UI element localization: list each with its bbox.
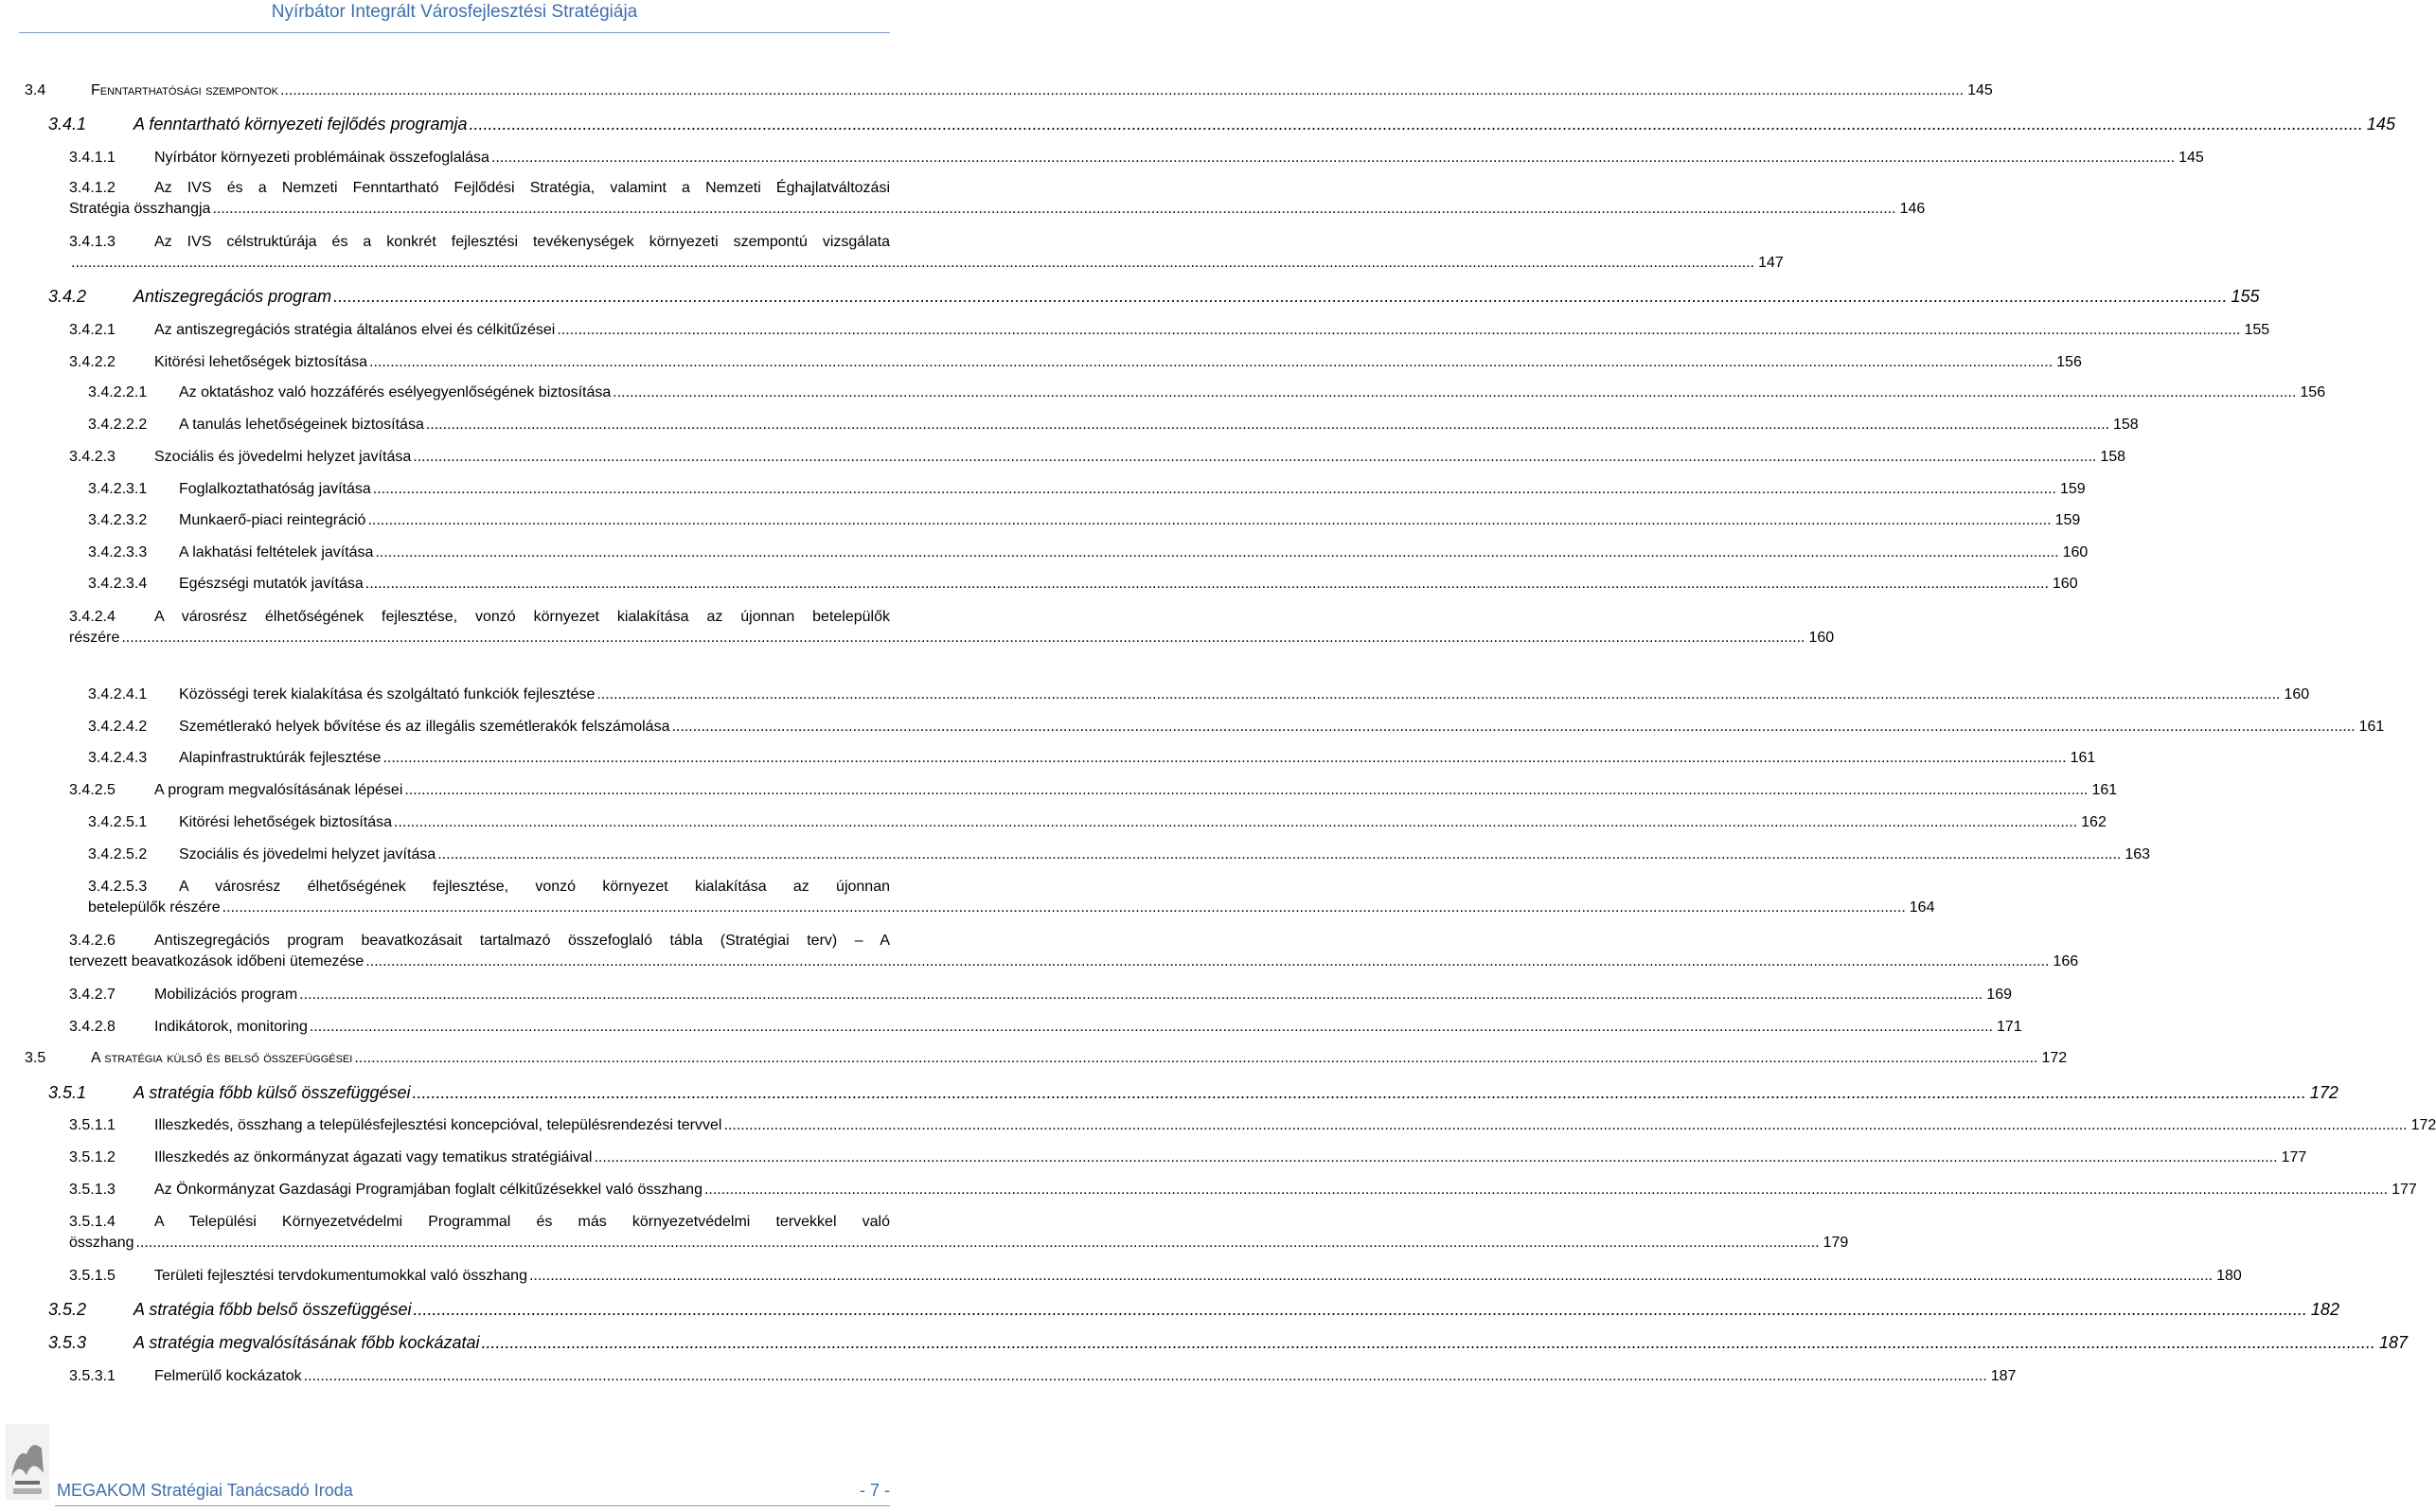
toc-entry-page: 161: [2357, 717, 2385, 738]
toc-entry[interactable]: [69, 352, 2082, 373]
toc-entry-title: Kitörési lehetőségek biztosítása: [154, 354, 368, 370]
toc-entry-page: 160: [1806, 628, 1834, 649]
toc-entry[interactable]: [88, 479, 2086, 500]
toc-entry-page: 159: [2054, 510, 2081, 531]
toc-entry-number: 3.4.2.4.1: [88, 686, 148, 703]
toc-entry[interactable]: [48, 114, 2395, 134]
toc-entry-title: Illeszkedés, összhang a településfejlesztési koncepcióval, településrendezési tervvel: [154, 1117, 722, 1133]
toc-entry-number: 3.4.1.2: [69, 180, 116, 196]
toc-entry-title-continued: tervezett beavatkozások időbeni ütemezése: [69, 953, 365, 969]
toc-entry-number: 3.5.1.2: [69, 1149, 116, 1165]
toc-entry[interactable]: [69, 320, 2270, 341]
toc-leader-dots: ................................................................................................................................................................................................................................................................................................................................................................................................................: [490, 150, 2176, 166]
toc-leader-dots: ................................................................................................................................................................................................................................................................................................................................................................................................................: [528, 1268, 2214, 1284]
toc-entry[interactable]: [69, 1180, 2417, 1201]
toc-entry-page: 164: [1908, 898, 1935, 918]
toc-entry-number: 3.4: [25, 82, 46, 98]
toc-entry[interactable]: [88, 415, 2139, 436]
toc-entry-number: 3.4.2.3.2: [88, 512, 148, 528]
toc-entry-page: 169: [1984, 985, 2012, 1005]
toc-entry-page: 179: [1822, 1233, 1849, 1254]
toc-entry-page: 180: [2214, 1266, 2242, 1287]
toc-entry-title: Antiszegregációs program beavatkozásait tartalmazó összefoglaló tábla (Stratégiai terv) – A: [154, 933, 890, 949]
toc-entry-page: 155: [2231, 287, 2260, 306]
toc-entry-page: 172: [2039, 1048, 2067, 1069]
toc-leader-dots: ................................................................................................................................................................................................................................................................................................................................................................................................................: [469, 115, 2363, 133]
toc-entry-page: 182: [2310, 1300, 2339, 1319]
toc-entry-page: 145: [1965, 80, 1993, 101]
toc-entry[interactable]: [48, 286, 2260, 307]
toc-entry-number: 3.4.2.3: [69, 449, 116, 465]
toc-entry-page: 172: [2409, 1115, 2436, 1136]
toc-entry-title: Munkaerő-piaci reintegráció: [179, 512, 366, 528]
toc-entry-page: 160: [2051, 574, 2078, 595]
toc-entry[interactable]: [69, 148, 2204, 169]
footer-organization: MEGAKOM Stratégiai Tanácsadó Iroda: [57, 1481, 353, 1500]
toc-entry-number: 3.4.2.1: [69, 322, 116, 338]
toc-leader-dots: ................................................................................................................................................................................................................................................................................................................................................................................................................: [437, 846, 2122, 863]
toc-entry-page: 187: [1989, 1366, 2017, 1387]
toc-entry-title: Indikátorok, monitoring: [154, 1019, 308, 1035]
toc-entry-title: A stratégia külső és belső összefüggései: [91, 1050, 353, 1066]
toc-entry-title: Illeszkedés az önkormányzat ágazati vagy tematikus stratégiáival: [154, 1149, 593, 1165]
toc-entry-title: Szociális és jövedelmi helyzet javítása: [154, 449, 412, 465]
toc-entry-title: Szemétlerakó helyek bővítése és az illegális szemétlerakók felszámolása: [179, 719, 670, 735]
toc-entry[interactable]: [88, 748, 2096, 769]
toc-entry[interactable]: [88, 845, 2151, 865]
toc-entry-title-continued: Stratégia összhangja: [69, 201, 211, 217]
toc-leader-dots: ................................................................................................................................................................................................................................................................................................................................................................................................................: [212, 201, 1896, 217]
toc-leader-dots: ................................................................................................................................................................................................................................................................................................................................................................................................................: [365, 953, 2050, 969]
toc-entry-title: Antiszegregációs program: [133, 287, 332, 306]
toc-entry-title: Mobilizációs program: [154, 987, 298, 1003]
toc-entry-number: 3.5.1.5: [69, 1268, 116, 1284]
toc-leader-dots: ................................................................................................................................................................................................................................................................................................................................................................................................................: [375, 544, 2059, 560]
toc-entry-page: 160: [2282, 685, 2309, 705]
toc-entry-page: 166: [2051, 952, 2078, 972]
toc-entry[interactable]: [88, 574, 2078, 595]
toc-entry[interactable]: [69, 232, 1784, 274]
toc-entry[interactable]: [69, 1266, 2242, 1287]
toc-entry-title: A Települési Környezetvédelmi Programmal és más környezetvédelmi tervekkel való: [154, 1214, 890, 1230]
toc-leader-dots: ................................................................................................................................................................................................................................................................................................................................................................................................................: [613, 384, 2297, 400]
toc-entry-title-continued: betelepülők részére: [88, 899, 221, 916]
toc-entry[interactable]: [88, 812, 2107, 833]
toc-leader-dots: ................................................................................................................................................................................................................................................................................................................................................................................................................: [596, 686, 2281, 703]
toc-entry-number: 3.4.2.4.2: [88, 719, 148, 735]
toc-leader-dots: ................................................................................................................................................................................................................................................................................................................................................................................................................: [135, 1235, 1820, 1251]
toc-entry-title: Nyírbátor környezeti problémáinak összefoglalása: [154, 150, 489, 166]
toc-entry-number: 3.5.1: [48, 1083, 87, 1102]
toc-entry-page: 146: [1898, 199, 1926, 220]
toc-entry[interactable]: [69, 931, 2079, 972]
footer-page-number: - 7 -: [859, 1481, 890, 1500]
toc-entry-page: 163: [2123, 845, 2150, 865]
toc-leader-dots: ................................................................................................................................................................................................................................................................................................................................................................................................................: [413, 449, 2097, 465]
toc-entry-number: 3.5.1.4: [69, 1214, 116, 1230]
toc-entry-page: 155: [2242, 320, 2269, 341]
toc-entry-title-continued: összhang: [69, 1235, 134, 1251]
toc-entry[interactable]: [88, 685, 2310, 705]
toc-entry-number: 3.5: [25, 1050, 46, 1066]
toc-entry[interactable]: [69, 607, 1835, 649]
toc-entry-title: Fenntarthatósági szempontok: [91, 82, 278, 98]
toc-entry-title-continued: részére: [69, 630, 120, 646]
toc-entry-number: 3.4.2.3.1: [88, 481, 148, 497]
toc-entry-page: 177: [2280, 1147, 2307, 1168]
toc-entry-title: A városrész élhetőségének fejlesztése, vonzó környezet kialakítása az újonnan: [179, 879, 890, 895]
toc-entry-page: 158: [2111, 415, 2139, 436]
toc-entry[interactable]: [88, 543, 2089, 563]
toc-entry-number: 3.4.2.8: [69, 1019, 116, 1035]
toc-entry-title: Az antiszegregációs stratégia általános elvei és célkitűzései: [154, 322, 556, 338]
toc-leader-dots: ................................................................................................................................................................................................................................................................................................................................................................................................................: [671, 719, 2356, 735]
toc-entry[interactable]: [25, 1048, 2068, 1069]
toc-entry-page: 158: [2098, 447, 2125, 468]
toc-entry-number: 3.4.2.5.2: [88, 846, 148, 863]
toc-entry-page: 160: [2061, 543, 2089, 563]
toc-entry-title: Felmerülő kockázatok: [154, 1368, 302, 1384]
toc-entry[interactable]: [48, 1082, 2338, 1103]
toc-entry[interactable]: [69, 780, 2118, 801]
toc-entry-title: Kitörési lehetőségek biztosítása: [179, 814, 393, 830]
megakom-logo-icon: [4, 1420, 51, 1503]
toc-entry-number: 3.4.2.2: [69, 354, 116, 370]
toc-entry-title: Területi fejlesztési tervdokumentumokkal való összhang: [154, 1268, 527, 1284]
toc-entry[interactable]: [88, 877, 1935, 918]
document-title: Nyírbátor Integrált Városfejlesztési Stratégiája: [271, 2, 638, 22]
toc-leader-dots: ................................................................................................................................................................................................................................................................................................................................................................................................................: [367, 512, 2052, 528]
toc-entry-number: 3.4.1: [48, 115, 87, 133]
toc-entry[interactable]: [69, 985, 2012, 1005]
toc-leader-dots: ................................................................................................................................................................................................................................................................................................................................................................................................................: [404, 782, 2089, 798]
toc-entry-number: 3.4.2.2.1: [88, 384, 148, 400]
toc-entry-page: 145: [2177, 148, 2204, 169]
toc-entry[interactable]: [69, 1366, 2017, 1387]
toc-entry[interactable]: [69, 1212, 1849, 1254]
toc-entry-page: 161: [2090, 780, 2118, 801]
toc-entry-number: 3.4.2.3.3: [88, 544, 148, 560]
toc-leader-dots: ................................................................................................................................................................................................................................................................................................................................................................................................................: [121, 630, 1805, 646]
toc-entry-number: 3.4.1.3: [69, 234, 116, 250]
toc-entry-title: Az oktatáshoz való hozzáférés esélyegyenlőségének biztosítása: [179, 384, 612, 400]
toc-entry-number: 3.5.3: [48, 1333, 87, 1352]
toc-leader-dots: ................................................................................................................................................................................................................................................................................................................................................................................................................: [71, 255, 1755, 271]
toc-leader-dots: ................................................................................................................................................................................................................................................................................................................................................................................................................: [279, 82, 1965, 98]
toc-entry-title: Egészségi mutatók javítása: [179, 576, 364, 592]
toc-entry-number: 3.4.1.1: [69, 150, 116, 166]
toc-entry-number: 3.4.2: [48, 287, 87, 306]
toc-entry-title: Az Önkormányzat Gazdasági Programjában foglalt célkitűzésekkel való összhang: [154, 1182, 702, 1198]
toc-leader-dots: ................................................................................................................................................................................................................................................................................................................................................................................................................: [723, 1117, 2408, 1133]
toc-entry[interactable]: [69, 1115, 2436, 1136]
toc-entry-title: Az IVS célstruktúrája és a konkrét fejlesztési tevékenységek környezeti szempontú vizsgálata: [154, 234, 890, 250]
toc-entry-page: 159: [2058, 479, 2086, 500]
toc-entry[interactable]: [48, 1332, 2408, 1353]
toc-entry-title: A stratégia főbb belső összefüggései: [133, 1300, 412, 1319]
toc-entry-number: 3.4.2.6: [69, 933, 116, 949]
toc-leader-dots: ................................................................................................................................................................................................................................................................................................................................................................................................................: [369, 354, 2054, 370]
toc-leader-dots: ................................................................................................................................................................................................................................................................................................................................................................................................................: [594, 1149, 2278, 1165]
toc-entry[interactable]: [48, 1299, 2339, 1320]
toc-entry-title: A stratégia megvalósításának főbb kockázatai: [133, 1333, 480, 1352]
toc-entry-title: Szociális és jövedelmi helyzet javítása: [179, 846, 436, 863]
toc-leader-dots: ................................................................................................................................................................................................................................................................................................................................................................................................................: [372, 481, 2056, 497]
toc-entry[interactable]: [25, 80, 1993, 101]
toc-leader-dots: ................................................................................................................................................................................................................................................................................................................................................................................................................: [309, 1019, 1993, 1035]
toc-leader-dots: ................................................................................................................................................................................................................................................................................................................................................................................................................: [412, 1083, 2306, 1102]
toc-entry-number: 3.4.2.5.1: [88, 814, 148, 830]
toc-entry-page: 162: [2079, 812, 2107, 833]
toc-entry[interactable]: [69, 1147, 2307, 1168]
toc-leader-dots: ................................................................................................................................................................................................................................................................................................................................................................................................................: [557, 322, 2241, 338]
toc-leader-dots: ................................................................................................................................................................................................................................................................................................................................................................................................................: [365, 576, 2049, 592]
toc-entry-title: A program megvalósításának lépései: [154, 782, 403, 798]
toc-leader-dots: ................................................................................................................................................................................................................................................................................................................................................................................................................: [425, 417, 2109, 433]
toc-entry-title: Közösségi terek kialakítása és szolgáltató funkciók fejlesztése: [179, 686, 596, 703]
toc-entry-title: Az IVS és a Nemzeti Fenntartható Fejlődési Stratégia, valamint a Nemzeti Éghajlatváltozási: [154, 180, 890, 196]
toc-entry-number: 3.5.1.1: [69, 1117, 116, 1133]
toc-leader-dots: ................................................................................................................................................................................................................................................................................................................................................................................................................: [382, 750, 2067, 766]
toc-entry[interactable]: [88, 382, 2326, 403]
toc-entry-page: 145: [2366, 115, 2395, 133]
toc-entry[interactable]: [88, 717, 2385, 738]
toc-entry[interactable]: [69, 1017, 2022, 1038]
toc-entry-number: 3.4.2.4: [69, 609, 116, 625]
toc-entry-page: 147: [1756, 253, 1784, 274]
toc-entry-number: 3.4.2.5: [69, 782, 116, 798]
toc-entry-title: A városrész élhetőségének fejlesztése, vonzó környezet kialakítása az újonnan betelepülők: [154, 609, 890, 625]
toc-entry-title: A lakhatási feltételek javítása: [179, 544, 374, 560]
toc-entry[interactable]: [69, 178, 1926, 220]
toc-leader-dots: ................................................................................................................................................................................................................................................................................................................................................................................................................: [299, 987, 1983, 1003]
toc-entry-title: A tanulás lehetőségeinek biztosítása: [179, 417, 424, 433]
toc-leader-dots: ................................................................................................................................................................................................................................................................................................................................................................................................................: [354, 1050, 2038, 1066]
toc-entry-title: Alapinfrastruktúrák fejlesztése: [179, 750, 382, 766]
toc-entry-number: 3.4.2.5.3: [88, 879, 148, 895]
toc-entry-page: 172: [2309, 1083, 2338, 1102]
toc-leader-dots: ................................................................................................................................................................................................................................................................................................................................................................................................................: [703, 1182, 2389, 1198]
toc-entry[interactable]: [88, 510, 2081, 531]
toc-entry-page: 187: [2378, 1333, 2408, 1352]
toc-entry-title: Foglalkoztathatóság javítása: [179, 481, 371, 497]
toc-entry-number: 3.4.2.7: [69, 987, 116, 1003]
toc-entry-page: 171: [1995, 1017, 2022, 1038]
toc-leader-dots: ................................................................................................................................................................................................................................................................................................................................................................................................................: [333, 287, 2228, 306]
toc-entry-page: 161: [2069, 748, 2096, 769]
toc-leader-dots: ................................................................................................................................................................................................................................................................................................................................................................................................................: [481, 1333, 2375, 1352]
toc-entry-number: 3.4.2.3.4: [88, 576, 148, 592]
toc-entry-page: 177: [2390, 1180, 2417, 1201]
toc-entry-number: 3.5.1.3: [69, 1182, 116, 1198]
toc-entry-page: 156: [2298, 382, 2325, 403]
toc-entry-number: 3.4.2.2.2: [88, 417, 148, 433]
toc-leader-dots: ................................................................................................................................................................................................................................................................................................................................................................................................................: [394, 814, 2078, 830]
toc-leader-dots: ................................................................................................................................................................................................................................................................................................................................................................................................................: [303, 1368, 1987, 1384]
toc-entry-title: A stratégia főbb külső összefüggései: [133, 1083, 411, 1102]
toc-entry-page: 156: [2054, 352, 2082, 373]
toc-entry-title: A fenntartható környezeti fejlődés programja: [133, 115, 468, 133]
toc-leader-dots: ................................................................................................................................................................................................................................................................................................................................................................................................................: [222, 899, 1906, 916]
toc-entry-number: 3.5.3.1: [69, 1368, 116, 1384]
footer-rule: [55, 1505, 890, 1506]
toc-entry-number: 3.5.2: [48, 1300, 87, 1319]
toc-entry-number: 3.4.2.4.3: [88, 750, 148, 766]
toc-entry[interactable]: [69, 447, 2126, 468]
toc-leader-dots: ................................................................................................................................................................................................................................................................................................................................................................................................................: [413, 1300, 2307, 1319]
